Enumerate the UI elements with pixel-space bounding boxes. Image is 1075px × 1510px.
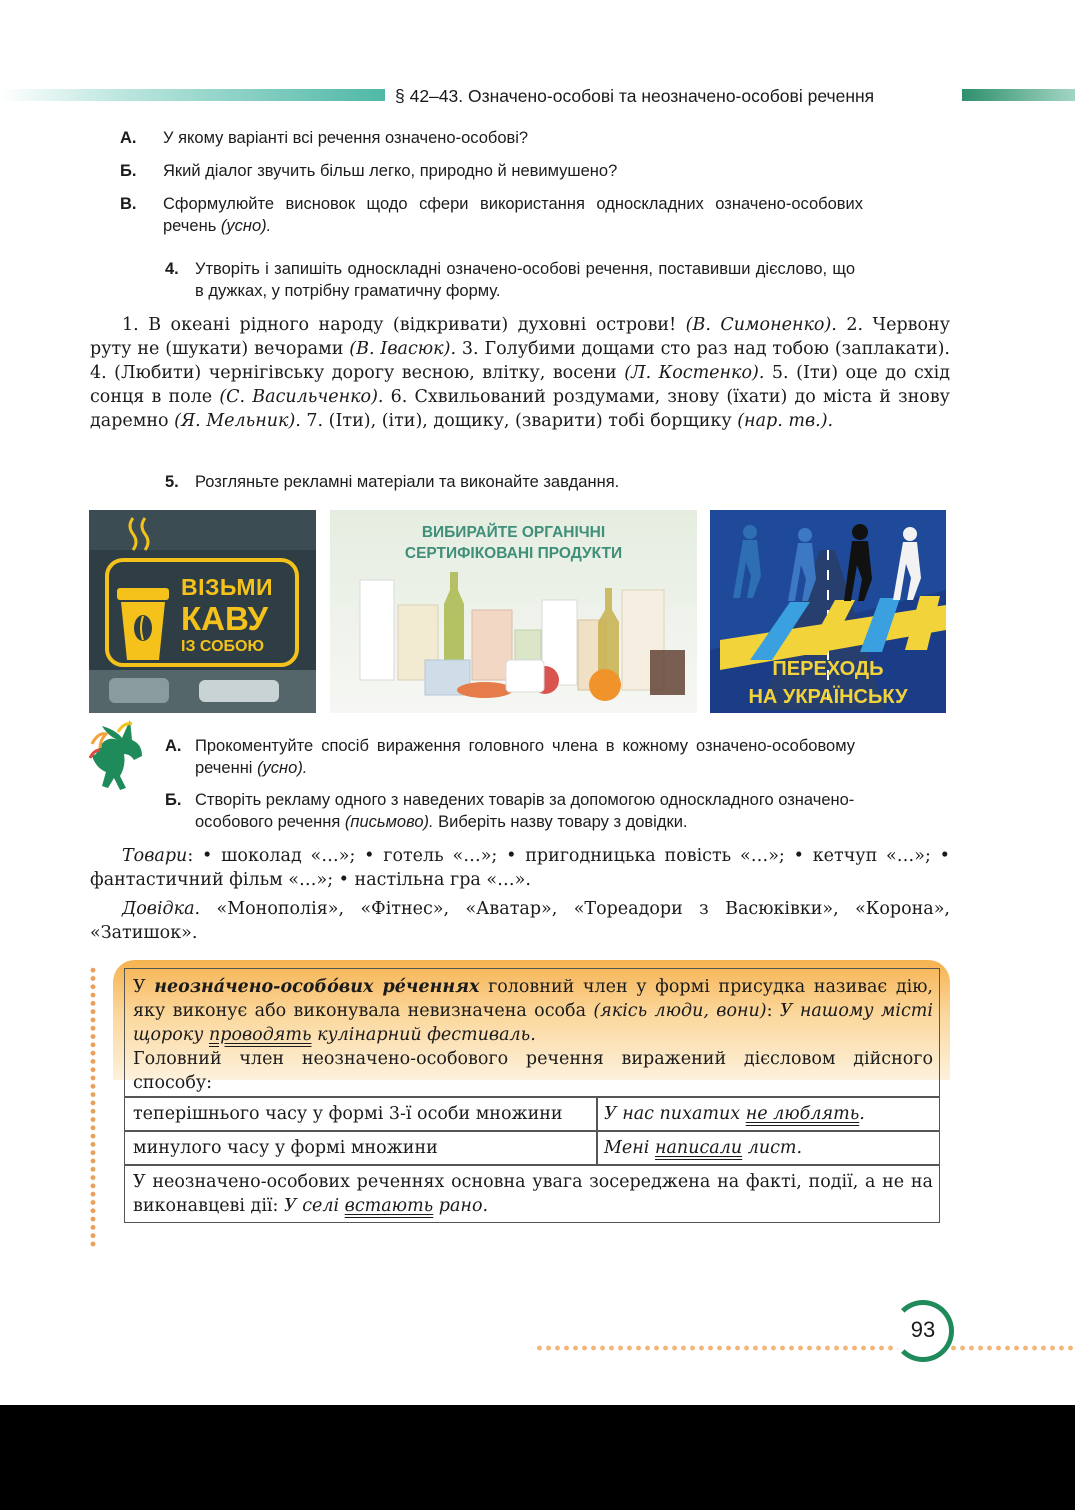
rule-example-verb: не люблять (745, 1104, 860, 1124)
rule-term: неозна́чено-особо́вих ре́ченнях (154, 977, 480, 997)
task-text: Розгляньте рекламні матеріали та виконайте завдання. (195, 473, 620, 491)
table-line (124, 1096, 940, 1098)
reference-list (90, 897, 950, 945)
table-row-1-example (604, 1102, 865, 1126)
header-bar-left (0, 89, 385, 101)
sentence: 3. Голубими дощами сто раз над тобою (заплакати). 4. (Любити) чернігівську дорогу весною, влітку, восени (90, 339, 950, 383)
goods-list (90, 844, 950, 892)
question-text: Який діалог звучить більш легко, природно й невимушено? (163, 162, 618, 180)
page-dotted-line (535, 1344, 1075, 1352)
author: (В. Симоненко). (685, 315, 837, 335)
table-line (124, 1164, 940, 1166)
organic-ad-image (330, 510, 697, 713)
rule-example-verb: проводять (208, 1025, 312, 1045)
sentence: 2. Червону руту не (шукати) вечорами (90, 315, 950, 359)
goods-label: Товари (122, 846, 188, 866)
goods-text: : • шоколад «…»; • готель «…»; • пригодницька повість «…»; • кетчуп «…»; • фантастичний фільм «…»; • настільна гра «…». (90, 846, 950, 890)
sentence: 6. Схвильований роздумами, знову (їхати) до міста й знову даремно (90, 387, 950, 431)
table-row-2-example (604, 1136, 802, 1160)
question-text (163, 193, 863, 237)
rule-text: : (766, 1001, 780, 1021)
sentence: 1. В океані рідного народу (відкривати) духовні острови! (122, 315, 677, 335)
table-divider (596, 1096, 598, 1164)
coffee-ad-line1: ВІЗЬМИ (181, 574, 274, 600)
question-text-main: Створіть рекламу одного з наведених товарів за допомогою односкладного означено-особового речення (195, 791, 855, 831)
reference-label: Довідка (122, 899, 195, 919)
rule-definition (133, 975, 933, 1047)
question-text-tail: Виберіть назву товару з довідки. (433, 813, 688, 831)
organic-ad-line2: СЕРТИФІКОВАНІ ПРОДУКТИ (404, 545, 623, 562)
table-row-1-form: теперішнього часу у формі 3-ї особи множини (133, 1104, 563, 1124)
author: (С. Васильченко). (219, 387, 384, 407)
rule-text: головний член у формі присудка називає дію, яку виконує або виконувала невизначена особа (133, 977, 933, 1021)
unicorn-icon (88, 714, 160, 794)
reference-text: . «Монополія», «Фітнес», «Аватар», «Тореадори з Васюківки», «Корона», «Затишок». (90, 899, 950, 943)
task-number: 5. (165, 473, 179, 491)
ukrainian-ad-line2: НА УКРАЇНСЬКУ (748, 686, 908, 708)
author: (нар. тв.). (737, 411, 834, 431)
page-number: 93 (910, 1317, 936, 1342)
rule-example-verb: написали (654, 1138, 743, 1158)
coffee-ad-image (89, 510, 316, 713)
crosswalk-illustration (710, 510, 946, 713)
exercise-4-text (90, 313, 950, 433)
question-text (195, 735, 855, 779)
coffee-ad-line2: КАВУ (181, 600, 269, 637)
table-line (124, 1130, 940, 1132)
question-note: (усно). (257, 759, 308, 777)
question-text-main: Прокоментуйте спосіб вираження головного члена в кожному означено-особовому реченні (195, 737, 855, 777)
rule-example: У нашому місті щороку (133, 1001, 933, 1045)
coffee-ad-line3: ІЗ СОБОЮ (181, 638, 264, 655)
question-note: (усно). (220, 217, 272, 235)
question-text (195, 789, 885, 833)
sentence: 5. (Іти) оце до схід сонця в поле (90, 363, 950, 407)
author: (Я. Мельник). (174, 411, 301, 431)
rule-dotted-border (89, 966, 97, 1250)
rule-conclusion (133, 1170, 933, 1218)
rule-note: (якісь люди, вони) (593, 1001, 767, 1021)
rule-example-verb: встають (344, 1196, 434, 1216)
question-note: (письмово). (344, 813, 434, 831)
sentence: 7. (Іти), (іти), дощику, (зварити) тобі борщику (300, 411, 732, 431)
rule-text: У неозначено-особових реченнях основна увага зосереджена на факті, події, а не на виконавцеві дії: (133, 1172, 933, 1216)
author: (В. Івасюк). (349, 339, 457, 359)
rule-example: кулінарний фестиваль. (311, 1025, 536, 1045)
question-letter: Б. (165, 791, 182, 809)
question-letter: А. (165, 737, 182, 755)
rule-example: рано. (433, 1196, 489, 1216)
question-letter: Б. (120, 162, 137, 180)
rule-example: У селі (284, 1196, 345, 1216)
section-title: § 42–43. Означено-особові та неозначено-особові речення (395, 86, 875, 106)
rule-example: У нас пихатих (604, 1104, 746, 1124)
rule-text: У (133, 977, 155, 997)
table-row-2-form: минулого часу у формі множини (133, 1138, 438, 1158)
rule-example: . (859, 1104, 865, 1124)
question-text-main: Сформулюйте висновок щодо сфери використання односкладних означено-особових речень (163, 195, 863, 235)
ukrainian-ad-line1: ПЕРЕХОДЬ (772, 658, 884, 680)
author: (Л. Костенко). (624, 363, 765, 383)
rule-example: Мені (604, 1138, 655, 1158)
bottom-black-area (0, 1405, 1075, 1510)
ukrainian-ad-image (710, 510, 946, 713)
question-letter: В. (120, 195, 137, 213)
task-number: 4. (165, 260, 179, 278)
rule-form-intro: Головний член неозначено-особового речення виражений дієсловом дійсного способу: (133, 1049, 933, 1093)
organic-ad-line1: ВИБИРАЙТЕ ОРГАНІЧНІ (421, 524, 606, 541)
question-text: У якому варіанті всі речення означено-особові? (163, 129, 529, 147)
question-letter: А. (120, 129, 137, 147)
rule-example: лист. (742, 1138, 803, 1158)
task-text: Утворіть і запишіть односкладні означено-особові речення, поставивши дієслово, що в дужках, у потрібну граматичну форму. (195, 260, 855, 300)
header-bar-right (962, 89, 1075, 101)
